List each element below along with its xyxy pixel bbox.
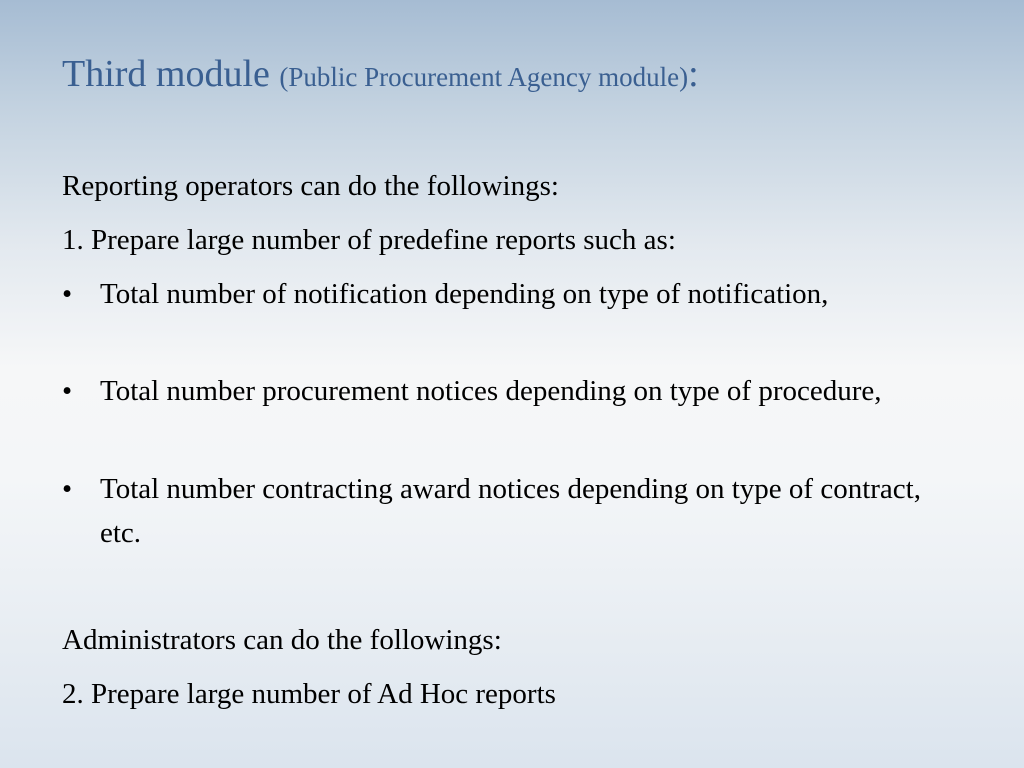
bullet-text: Total number procurement notices depending on type of procedure, [100, 375, 882, 407]
section2-heading: Administrators can do the followings: [62, 624, 502, 656]
section1-item: 1. Prepare large number of predefine reports such as: [62, 224, 676, 256]
slide-title [62, 52, 699, 96]
slide-title-main: Third module [62, 53, 280, 95]
bullet-icon: • [62, 278, 73, 310]
bullet-text: Total number of notification depending on type of notification, [100, 278, 829, 310]
bullet-text: Total number contracting award notices depending on type of contract, etc. [100, 473, 921, 549]
bullet-icon: • [62, 375, 73, 407]
bullet-icon: • [62, 473, 73, 505]
slide-title-sub: (Public Procurement Agency module) [279, 62, 689, 92]
section1-heading: Reporting operators can do the followings: [62, 170, 559, 202]
section2-item: 2. Prepare large number of Ad Hoc reports [62, 678, 556, 710]
slide-title-colon: : [688, 53, 699, 95]
